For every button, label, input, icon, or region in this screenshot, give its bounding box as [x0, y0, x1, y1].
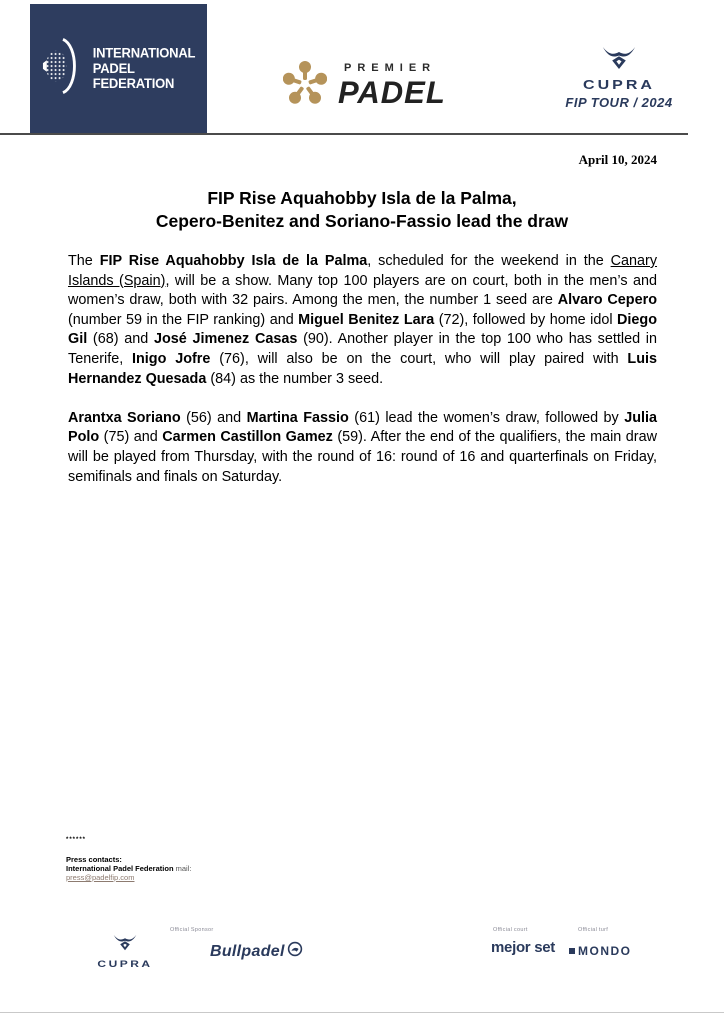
- mondo-square-icon: [569, 948, 575, 954]
- title-line2: Cepero-Benitez and Soriano-Fassio lead the draw: [155, 211, 569, 231]
- press-contacts-block: [66, 836, 191, 882]
- article-body: [68, 252, 657, 507]
- end-separator: ******: [66, 837, 87, 843]
- premier-padel-logo: [283, 58, 446, 115]
- body-paragraph: [68, 252, 657, 389]
- gold-asterisk-flower-icon: [283, 58, 327, 115]
- bold-text: Luis Hernandez Quesada: [68, 350, 657, 387]
- bold-text: Martina Fassio: [246, 409, 349, 426]
- press-email-link[interactable]: press@padelfip.com: [66, 873, 135, 882]
- bold-text: FIP Rise Aquahobby Isla de la Palma: [99, 253, 368, 269]
- mondo-wordmark: MONDO: [578, 944, 632, 958]
- plain-text: (76), will also be on the court, who will play paired with: [210, 350, 628, 367]
- cupra-trident-icon: [113, 938, 137, 955]
- plain-text: (84) as the number 3 seed.: [206, 370, 384, 387]
- title-line1: FIP Rise Aquahobby Isla de la Palma,: [207, 188, 517, 208]
- bold-text: Alvaro Cepero: [557, 292, 657, 309]
- plain-text: (59). After the end of the qualifiers, the main draw will be played from Thursday, with the round of 16: round of 16 and quarterfinals on Friday, semifinals and finals on Saturday.: [68, 429, 657, 485]
- plain-text: (56) and: [180, 409, 247, 426]
- cupra-fip-tour-logo: [563, 46, 675, 110]
- ipf-logo: [30, 4, 207, 133]
- bold-text: Miguel Benitez Lara: [298, 311, 435, 328]
- ipf-line3: FEDERATION: [92, 75, 175, 91]
- bold-text: Carmen Castillon Gamez: [162, 429, 333, 446]
- org-name: International Padel Federation: [66, 864, 174, 873]
- plain-text: , will be a show. Many top 100 players are on court, both in the men’s and women’s draw, both with 32 pairs. Among the men, the number 1 seed are: [68, 272, 657, 309]
- plain-text: (61) lead the women’s draw, followed by: [348, 409, 625, 426]
- premier-padel-wordmark: [338, 62, 446, 111]
- mejorset-logo: mejor set: [491, 939, 555, 956]
- padel-racket-icon: [42, 36, 84, 101]
- cupra-wordmark: CUPRA: [583, 78, 655, 93]
- ipf-line1: INTERNATIONAL: [92, 44, 196, 61]
- official-sponsor-label: Official Sponsor: [170, 927, 214, 933]
- plain-text: (90). Another player in the top 100 who has settled in Tenerife,: [68, 331, 657, 367]
- premier-label: PREMIER: [344, 62, 437, 74]
- bullpadel-logo: [210, 941, 303, 962]
- press-release-title: [0, 187, 724, 233]
- underlined-text: Canary Islands (Spain): [68, 253, 658, 289]
- page-bottom-edge: [0, 1012, 724, 1013]
- plain-text: (68) and: [87, 331, 154, 348]
- plain-text: (75) and: [99, 429, 163, 446]
- bold-text: Julia Polo: [68, 409, 658, 446]
- official-turf-label: Official turf: [578, 927, 609, 933]
- plain-text: The: [68, 253, 100, 269]
- plain-text: , scheduled for the weekend in the: [367, 253, 611, 269]
- bullpadel-wordmark: Bullpadel: [210, 942, 285, 960]
- press-contacts-label: Press contacts:: [66, 855, 122, 864]
- body-paragraph: [68, 409, 657, 487]
- press-contacts-org: [66, 864, 191, 873]
- org-suffix: mail:: [173, 864, 192, 873]
- ipf-logo-text: [93, 46, 196, 92]
- bold-text: Inigo Jofre: [132, 350, 211, 367]
- bold-text: Diego Gil: [68, 311, 657, 348]
- cupra-sponsor-wordmark: CUPRA: [97, 958, 153, 970]
- fip-tour-label: FIP TOUR / 2024: [565, 95, 673, 110]
- bullpadel-bull-icon: [287, 941, 303, 962]
- bold-text: José Jimenez Casas: [153, 331, 298, 348]
- mondo-logo: [569, 944, 632, 958]
- release-date: April 10, 2024: [578, 152, 657, 167]
- ipf-line2: PADEL: [92, 59, 135, 76]
- header-divider: [0, 133, 688, 135]
- cupra-trident-icon: [602, 57, 636, 74]
- cupra-sponsor-logo: [90, 934, 160, 971]
- official-court-label: Official court: [493, 927, 528, 933]
- padel-label: PADEL: [338, 74, 446, 111]
- bold-text: Arantxa Soriano: [68, 409, 181, 426]
- plain-text: (number 59 in the FIP ranking) and: [68, 311, 299, 328]
- plain-text: (72), followed by home idol: [434, 311, 618, 328]
